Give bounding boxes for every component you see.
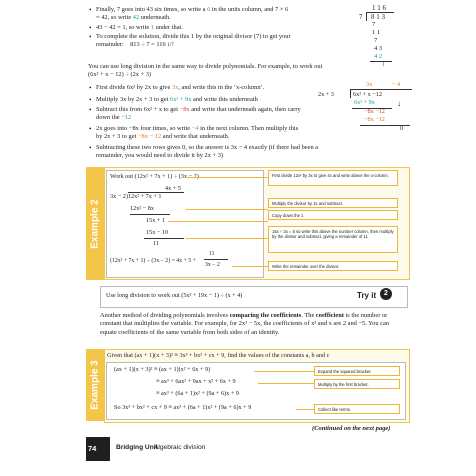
ex3-line-4: So 3x³ + bx² + cx + 9 ≡ ax³ + (6a + 1)x² + (9a + 6)x + 9 — [114, 404, 252, 411]
ld1-step-1: 7 — [372, 21, 376, 28]
ex2-final-num: 11 — [209, 251, 215, 257]
footer-section: Bridging Unit — [116, 444, 158, 451]
ld1-dividend: 8 1 3 — [371, 13, 385, 21]
ld1-step-6: 1 — [382, 61, 386, 68]
ld1-divisor: 7 — [359, 13, 363, 21]
intro-paragraph: You can use long division in the same way to divide polynomials. For example, to work out (6x² + x − 12) ÷ (2x + 3) — [88, 63, 323, 79]
bullet-subtract: • 43 − 42 = 1, so write 1 under that. — [96, 24, 291, 32]
coefficient-paragraph: Another method of dividing polynomials involves comparing the coefficients. The coefficient is the number or constant that multiplies the variable. For example, for 2x³ − 5x, the coefficients of x³ and x are 2 and −5. You can equate coefficients of the same variable from both sides of an identity. — [100, 312, 390, 336]
ex2-final: (12x² + 7x + 1) ÷ (3x − 2) = 4x + 5 + — [110, 258, 196, 264]
ex2-final-den: 3x − 2 — [205, 262, 220, 268]
ld1-step-4: 4 3 — [374, 45, 383, 52]
bullet-finally: • Finally, 7 goes into 43 six times, so write a 6 in the units column, and 7 × 6 = 42, so write 42 underneath. — [96, 6, 291, 23]
ex2-divisor-line: 3x − 2)12x² + 7x + 1 — [110, 193, 162, 200]
page-number: 74 — [88, 444, 97, 453]
ld2-row3: −8x −12 — [364, 116, 385, 123]
ex2-note-4: 15x ÷ 3x = 5 so write this above the number column, then multiply by the divisor and subtract, giving a remainder of 11 — [268, 226, 398, 253]
ex2-note-1: First divide 12x² by 3x to give 4x and write above the x-column. — [268, 170, 398, 186]
ld1-step-2: 1 1 — [372, 29, 381, 36]
ex3-note-2: Multiply by the first bracket. — [314, 379, 400, 389]
ld2-row1: 6x² + 9x — [354, 99, 375, 106]
try-it-label: Try it — [357, 291, 377, 300]
ex2-row2: 15x + 1 — [146, 217, 165, 224]
ex3-line-1: (ax + 1)(x + 3)² ≡ (ax + 1)(x² + 6x + 9) — [114, 366, 211, 373]
try-it-prompt: Use long division to work out (5x³ + 19x − 1) ÷ (x + 4) — [106, 292, 243, 299]
ld2-dividend: 6x² + x −12 — [353, 91, 382, 98]
continued-note: (Continued on the next page) — [312, 425, 391, 432]
ex2-row1: 12x² − 8x — [130, 205, 154, 212]
poly-bullet-2: • Multiply 3x by 2x + 3 to get 6x² + 9x and write this underneath — [96, 96, 306, 104]
ex2-quotient: 4x + 5 — [165, 185, 181, 192]
bullet-complete: • To complete the solution, divide this 1 by the original divisor (7) to get your remainder: 813 ÷ 7 = 116 1/7 — [96, 33, 296, 51]
try-it-number: 2 — [380, 288, 392, 300]
ld2-quotient-a: 3x — [366, 81, 373, 88]
example-3-question: Given that (ax + 1)(x + 3)² ≡ 3x³ + bx² + cx + 9, find the values of the constants a, b and c — [107, 352, 330, 359]
ex2-row4: 11 — [153, 240, 159, 247]
footer-topic: Algebraic division — [154, 444, 206, 451]
ld1-step-5: 4 2 — [374, 53, 383, 60]
ld2-result: 0 — [400, 125, 404, 132]
ex2-note-3: Copy down the 1 — [268, 210, 398, 220]
ex3-line-3: ≡ ax³ + (6a + 1)x² + (9a + 6)x + 9 — [156, 390, 239, 397]
poly-bullet-5: • Subtracting these two rows gives 0, so the answer is 3x − 4 exactly (if there had been a remainder, you would need to divide it by 2x + 3) — [96, 144, 321, 161]
ex3-note-1: Expand the squared bracket. — [314, 366, 400, 376]
ex3-line-2: ≡ ax³ + 6ax² + 9ax + x² + 6x + 9 — [156, 378, 236, 385]
ld1-quotient: 1 1 6 — [372, 4, 386, 12]
ld2-quotient-b: − 4 — [392, 81, 401, 88]
ex3-note-3: Collect like terms. — [314, 404, 400, 414]
ex2-note-5: Write the remainder over the divisor. — [268, 261, 398, 271]
ld2-row2: −8x −12 — [364, 108, 385, 115]
example-2-tab: Example 2 — [86, 167, 104, 280]
example-2-question: Work out (12x² + 7x + 1) ÷ (3x − 2) — [110, 173, 199, 180]
ld2-divisor: 2x + 3 — [318, 91, 334, 98]
poly-bullet-3: • Subtract this from 6x² + x to get −8x and write that underneath again, then carry down the −12 — [96, 106, 306, 123]
example-3-tab: Example 3 — [86, 349, 104, 421]
ex2-row3: 15x − 10 — [146, 229, 169, 236]
poly-bullet-4: • 2x goes into −8x four times, so write −4 in the next column. Then multiply this by 2x + 3 to get −8x − 12 and write that underneath. — [96, 125, 306, 142]
down-arrow-icon: ↓ — [397, 99, 401, 108]
poly-bullet-1: • First divide 6x² by 2x to give 3x, and write this in the ‘x-column’. — [96, 84, 306, 92]
ld1-step-3: 7 — [374, 37, 378, 44]
ex2-note-2: Multiply the divisor by 4x and subtract. — [268, 198, 398, 208]
